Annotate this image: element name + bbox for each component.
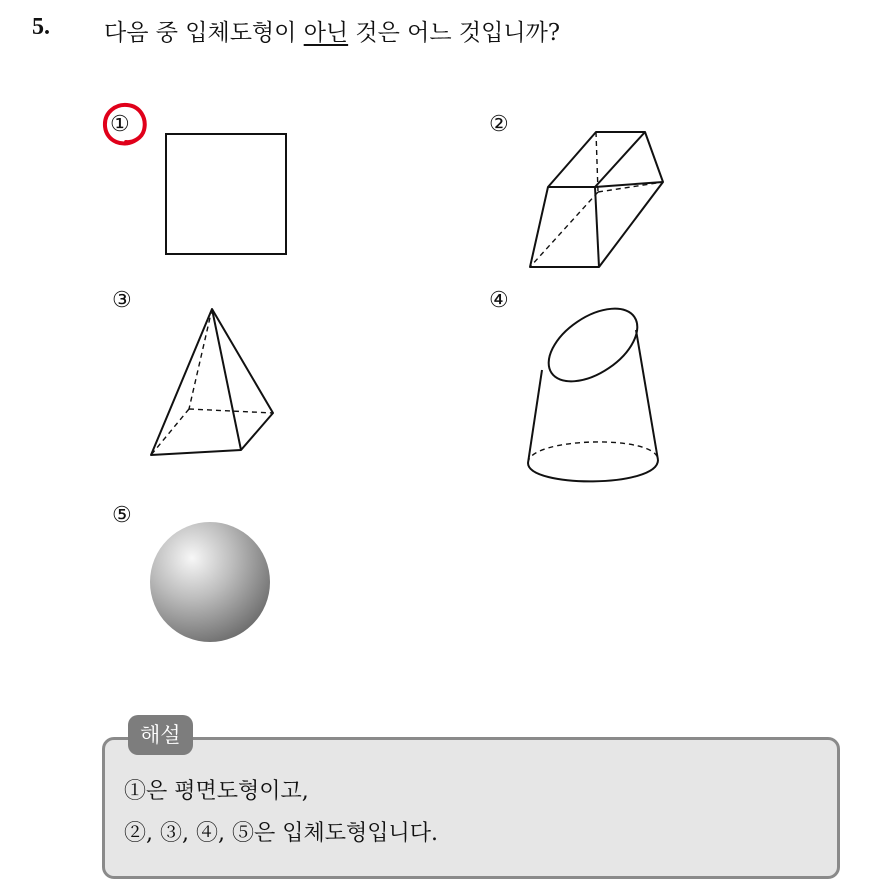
choice-4-label: ④: [489, 288, 509, 313]
explanation-box: [102, 737, 840, 879]
choice-3-label: ③: [112, 288, 132, 313]
explanation-line-1: ①은 평면도형이고,: [124, 779, 309, 804]
explanation-line-2: ②, ③, ④, ⑤은 입체도형입니다.: [124, 821, 438, 846]
question-text: [104, 14, 560, 47]
explanation-tag: 해설: [128, 715, 193, 755]
choice-2-prism: [520, 125, 670, 275]
choice-5-label: ⑤: [112, 503, 132, 528]
choice-1-label: ①: [110, 112, 130, 137]
choice-5-sphere: [146, 518, 276, 648]
choice-4-truncated-cylinder: [520, 302, 670, 487]
question-text-before: 다음 중 입체도형이: [104, 20, 304, 46]
question-text-underlined: 아닌: [303, 20, 349, 46]
choice-3-pyramid: [145, 305, 280, 465]
question-text-after: 것은 어느 것입니까?: [348, 20, 561, 46]
choice-2-label: ②: [489, 112, 509, 137]
question-number: 5.: [32, 14, 50, 40]
choice-1-square: [160, 128, 292, 260]
answer-mark-circle: [100, 100, 150, 150]
